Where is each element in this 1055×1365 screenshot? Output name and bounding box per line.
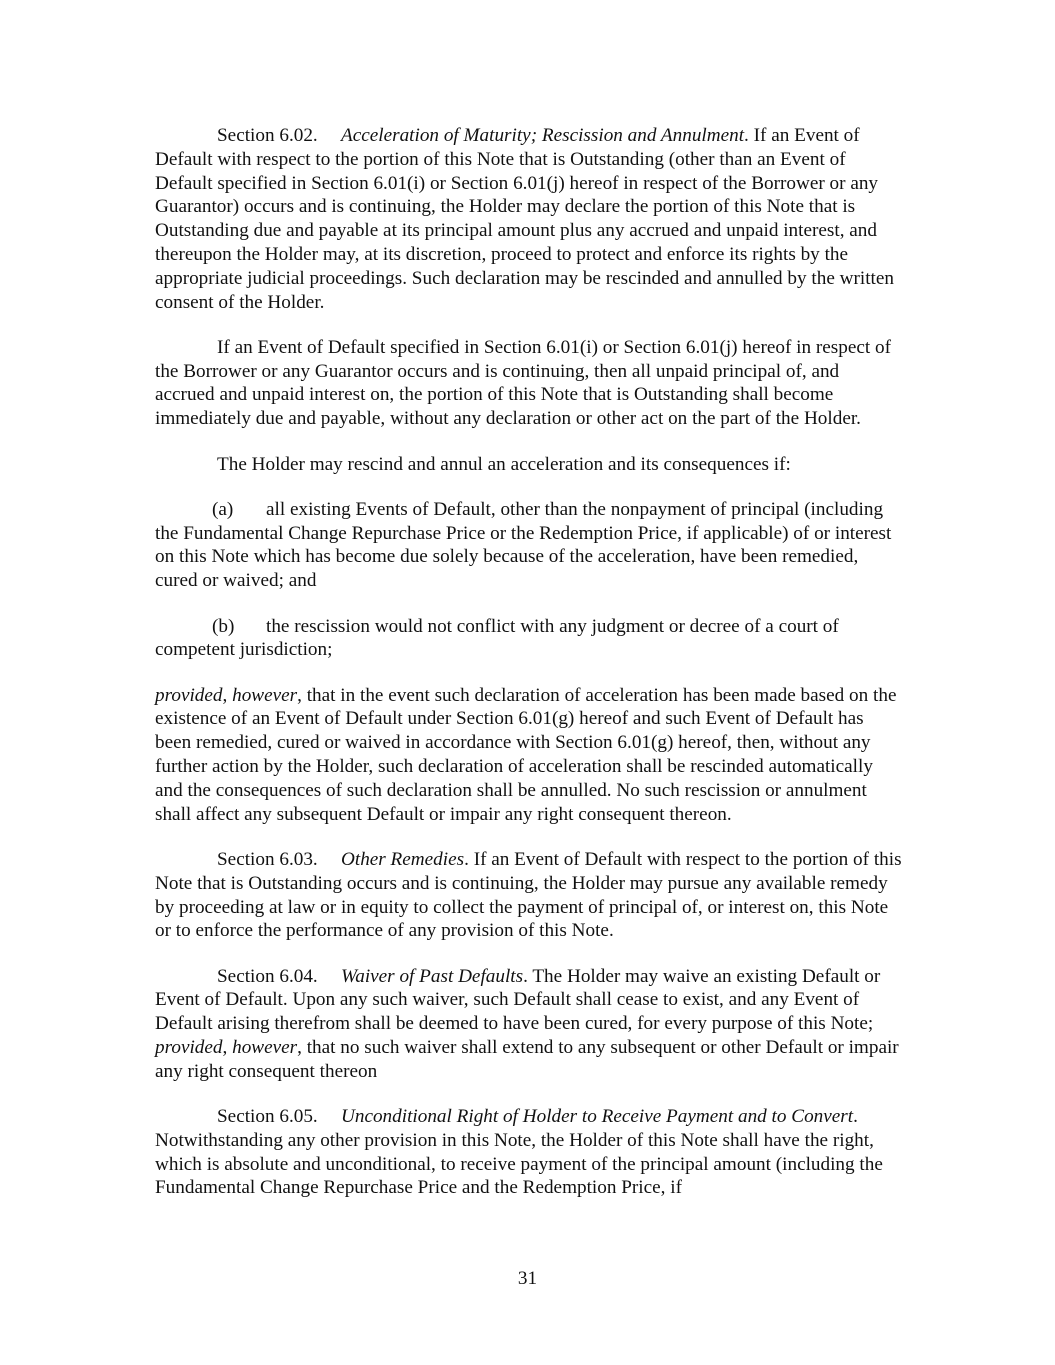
section-6-05-number: Section 6.05.	[217, 1106, 318, 1128]
section-6-02-number: Section 6.02.	[217, 125, 318, 146]
section-6-04-however: however	[232, 1037, 298, 1058]
condition-item-a-text: all existing Events of Default, other than the nonpayment of principal (including the Fundamental Change Repurchase Price or the Redemption Price, if applicable) of or interest on this Note which has become due solely because of the acceleration, have been remedied, cured or waived; and	[155, 498, 892, 592]
condition-item-b-text: the rescission would not conflict with any judgment or decree of a court of competent jurisdiction;	[155, 615, 839, 661]
section-6-05-paragraph	[155, 1105, 903, 1200]
page-number: 31	[517, 1268, 538, 1289]
proviso-paragraph	[155, 684, 903, 827]
section-6-03-text: . If an Event of Default with respect to the portion of this Note that is Outstanding occurs and is continuing, the Holder may pursue any available remedy by proceeding at law or in equity to collect the payment of principal of, or interest on, this Note or to enforce the performance of any provision of this Note.	[155, 848, 902, 942]
section-6-03-number: Section 6.03.	[217, 848, 318, 870]
condition-item-a	[155, 498, 903, 593]
condition-item-b-marker: (b)	[212, 615, 235, 637]
section-6-04-number: Section 6.04.	[217, 965, 318, 987]
section-6-02-text: . If an Event of Default with respect to the portion of this Note that is Outstanding (other than an Event of Default specified in Section 6.01(i) or Section 6.01(j) hereof in respect of the Borrower or any Guarantor) occurs and is continuing, the Holder may declare the portion of this Note that is Outstanding due and payable at its principal amount plus any accrued and unpaid interest, and thereupon the Holder may, at its discretion, proceed to protect and enforce its rights by the appropriate judicial proceedings. Such declaration may be rescinded and annulled by the written consent of the Holder.	[155, 125, 894, 313]
section-6-03-title: Other Remedies	[341, 848, 465, 870]
section-6-04-provided: provided	[155, 1037, 223, 1058]
section-6-02-paragraph	[155, 124, 903, 314]
section-6-04-text-2: , that no such waiver shall extend to any subsequent or other Default or impair any right consequent thereon	[155, 1037, 899, 1082]
proviso-text: , that in the event such declaration of acceleration has been made based on the existence of an Event of Default under Section 6.01(g) hereof and such Event of Default has been remedied, cured or waived in accordance with Section 6.01(g) hereof, then, without any further action by the Holder, such declaration of acceleration shall be rescinded automatically and the consequences of such declaration shall be annulled. No such rescission or annulment shall affect any subsequent Default or impair any right consequent thereon.	[155, 684, 897, 825]
document-body	[155, 124, 903, 1222]
section-6-04-title: Waiver of Past Defaults	[341, 965, 524, 987]
section-6-02-title: Acceleration of Maturity; Rescission and Annulment	[341, 125, 745, 146]
automatic-acceleration-paragraph: If an Event of Default specified in Section 6.01(i) or Section 6.01(j) hereof in respect of the Borrower or any Guarantor occurs and is continuing, then all unpaid principal of, and accrued and unpaid interest on, the portion of this Note that is Outstanding shall become immediately due and payable, without any declaration or other act on the part of the Holder.	[155, 336, 891, 430]
rescind-intro-paragraph: The Holder may rescind and annul an acceleration and its consequences if:	[217, 453, 791, 475]
section-6-04-text-1: . The Holder may waive an existing Default or Event of Default. Upon any such waiver, such Default shall cease to exist, and any Event of Default arising therefrom shall be deemed to have been cured, for every purpose of this Note;	[155, 965, 881, 1035]
section-6-03-paragraph	[155, 848, 903, 943]
section-6-05-text: . Notwithstanding any other provision in this Note, the Holder of this Note shall have the right, which is absolute and unconditional, to receive payment of the principal amount (including the Fundamental Change Repurchase Price and the Redemption Price, if	[155, 1106, 883, 1199]
condition-item-a-marker: (a)	[212, 498, 234, 520]
condition-item-b	[155, 615, 903, 663]
section-6-05-title: Unconditional Right of Holder to Receive Payment and to Convert	[341, 1106, 854, 1128]
proviso-comma: ,	[222, 684, 233, 706]
section-6-04-paragraph	[155, 965, 903, 1084]
proviso-however: however	[232, 684, 298, 706]
section-6-04-comma: ,	[222, 1037, 233, 1058]
proviso-provided: provided	[155, 684, 223, 706]
